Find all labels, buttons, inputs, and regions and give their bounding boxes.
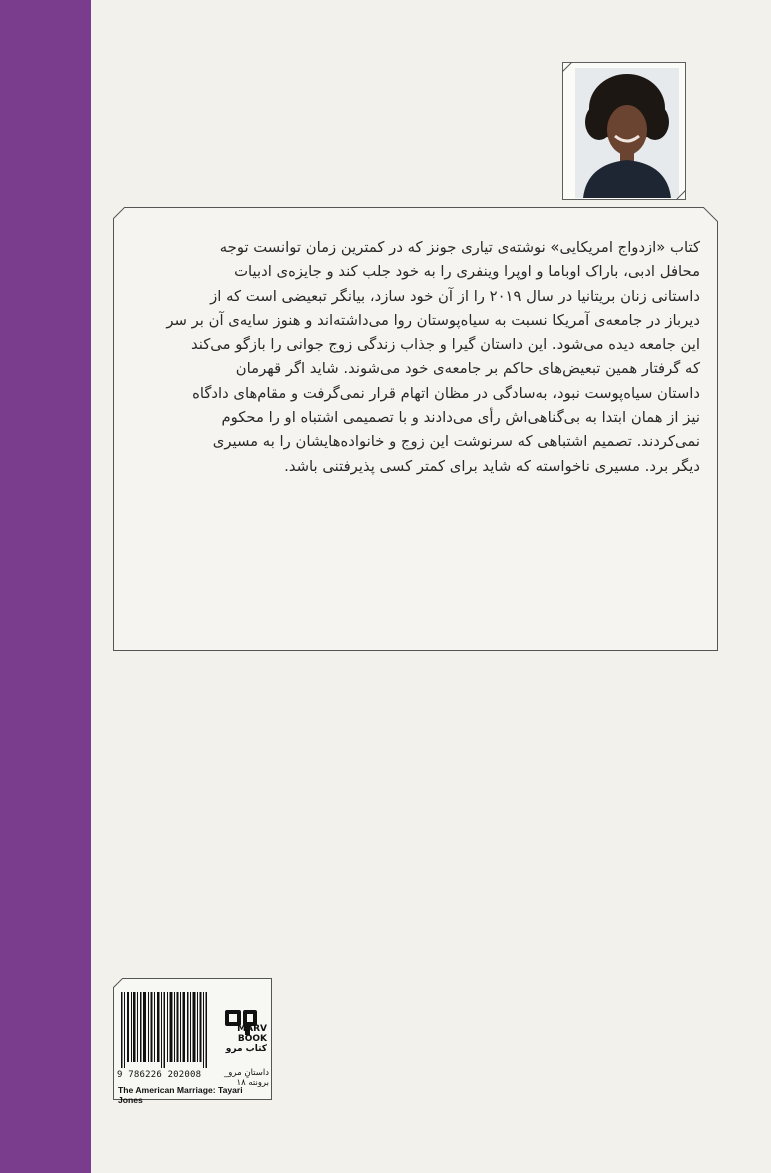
description-line: دیرباز در جامعه‌ی آمریکا نسبت به سیاه‌پوستان روا می‌داشته‌اند و هنوز سایه‌ی آن بر سر: [166, 311, 700, 329]
description-line: محافل ادبی، باراک اوباما و اوپرا وینفری را به خود جلب کند و جایزه‌ی ادبیات: [234, 263, 700, 281]
description-line: داستان سیاه‌پوست نبود، به‌سادگی در مظان اتهام قرار نمی‌گرفت و مقام‌های دادگاه: [192, 384, 700, 402]
publisher-name-en: MARV BOOK: [237, 1024, 267, 1044]
barcode-icon: [121, 992, 207, 1068]
description-line: کتاب «ازدواج امریکایی» نوشته‌ی تیاری جونز که در کمترین زمان توانست توجه: [219, 239, 700, 256]
publisher-name-fa: کتاب مرو: [225, 1044, 267, 1054]
description-line: نمی‌کردند. تصمیم اشتباهی که سرنوشت این زوج و خانواده‌هایشان را به مسیری: [212, 433, 700, 451]
book-spine: [0, 0, 91, 1173]
description-line: این جامعه دیده می‌شود. این داستان گیرا و جذاب زندگی زوج جوانی را بازگو می‌کند: [191, 336, 700, 354]
book-description: [130, 236, 700, 479]
description-line: که گرفتار همین تبعیض‌های حاکم بر جامعه‌ی خود می‌شوند. شاید اگر قهرمان: [235, 360, 700, 378]
description-line: نیز از همان ابتدا به بی‌گناهی‌اش رأی می‌دادند و با تصمیمی اشتباه او را محکوم: [221, 409, 700, 427]
description-line: دیگر برد. مسیری ناخواسته که شاید برای کمتر کسی پذیرفتنی باشد.: [284, 457, 700, 475]
series-label: داستانِ مرو_ برونته ۱۸: [224, 1068, 269, 1088]
author-photo-frame: [562, 62, 686, 200]
barcode-number: 9 786226 202008: [117, 1070, 202, 1080]
description-line: داستانی زنان بریتانیا در سال ۲۰۱۹ را از آن خود سازد، بیانگر تبعیضی است که از: [210, 287, 700, 305]
english-title: The American Marriage: Tayari Jones: [118, 1085, 243, 1105]
publisher-name: [213, 1024, 267, 1054]
